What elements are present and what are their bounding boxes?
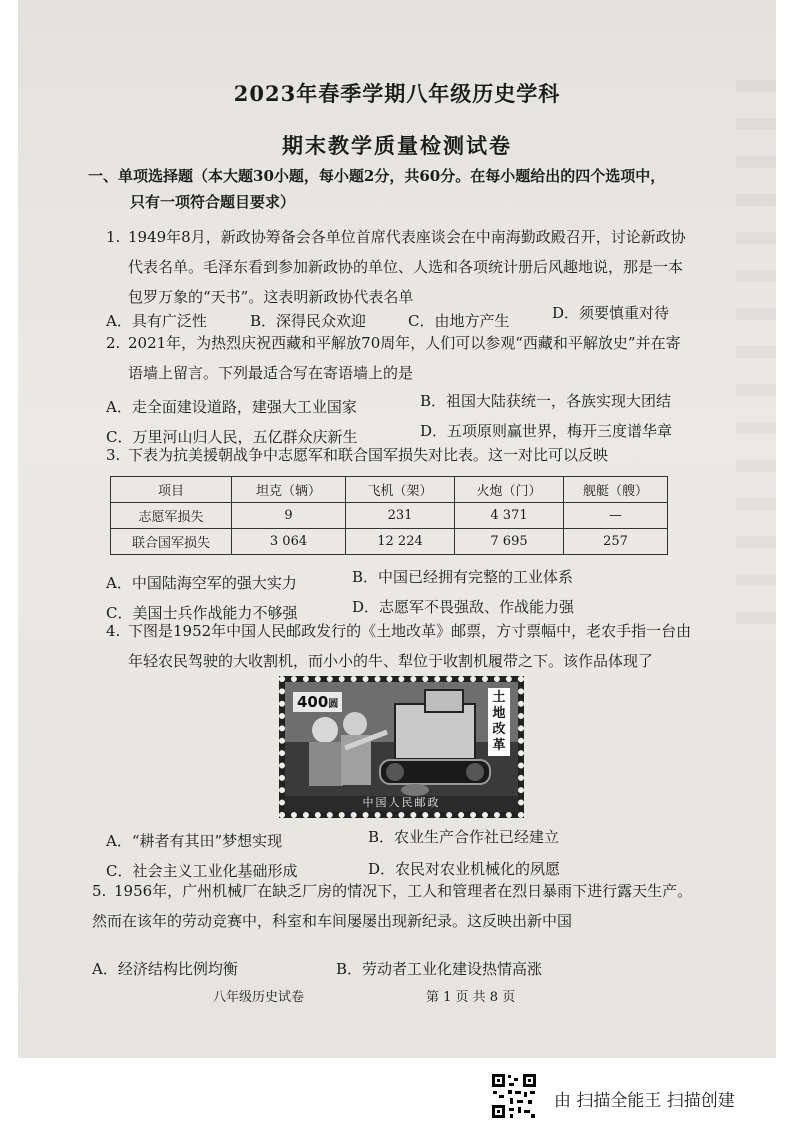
question-5 [92,876,762,936]
q4-option-d: D．农民对农业机械化的夙愿 [368,860,561,878]
loss-comparison-table [110,476,668,555]
q3-option-c: C．美国士兵作战能力不够强 [106,604,298,622]
table-header-row [111,477,668,503]
exam-title: 2023年春季学期八年级历史学科 [233,81,561,106]
table-cell: 7 695 [455,529,564,555]
question-3 [106,440,726,470]
question-line: 下图是1952年中国人民邮政发行的《土地改革》邮票，方寸票幅中，老农手指一台由 [128,622,692,640]
exam-subtitle: 期末教学质量检测试卷 [282,133,512,158]
table-cell: 12 224 [346,529,455,555]
q4-option-b: B．农业生产合作社已经建立 [368,828,560,846]
table-header-cell: 火炮（门） [455,477,564,503]
scanner-watermark [490,1072,790,1122]
q4-option-c: C．社会主义工业化基础形成 [106,862,298,880]
question-line: 语墙上留言。下列最适合写在寄语墙上的是 [128,364,414,382]
table-header-cell: 项目 [111,477,232,503]
question-line: 2021年，为热烈庆祝西藏和平解放70周年，人们可以参观“西藏和平解放史”并在寄 [128,334,681,352]
q5-option-a: A．经济结构比例均衡 [92,960,238,978]
question-number: 3. [106,446,121,464]
q1-option-d: D．须要慎重对待 [552,304,670,322]
question-line: 代表名单。毛泽东看到参加新政协的单位、人选和各项统计册后风趣地说，那是一本 [128,258,684,276]
q2-option-b: B．祖国大陆获统一，各族实现大团结 [420,392,672,410]
question-number: 5. [92,882,107,900]
q1-option-c: C．由地方产生 [408,312,510,330]
table-cell: 联合国军损失 [111,529,232,555]
stamp-title-char: 革 [492,738,506,753]
question-number: 4. [106,622,121,640]
q2-option-c: C．万里河山归人民，五亿群众庆新生 [106,428,358,446]
q3-option-a: A．中国陆海空军的强大实力 [106,574,297,592]
table-header-cell: 坦克（辆） [232,477,346,503]
table-cell: 231 [346,503,455,529]
question-line: 年轻农民驾驶的大收割机，而小小的牛、犁位于收割机履带之下。该作品体现了 [128,652,654,670]
scanner-label: 由 扫描全能王 扫描创建 [554,1091,735,1111]
table-cell: 志愿军损失 [111,503,232,529]
stamp-bottom-text: 中国人民邮政 [362,796,441,809]
question-line: 然而在该年的劳动竞赛中，科室和车间屡屡出现新纪录。这反映出新中国 [92,912,573,930]
question-4 [106,616,726,676]
question-line: 包罗万象的“天书”。这表明新政协代表名单 [128,288,414,306]
table-header-cell: 飞机（架） [346,477,455,503]
question-number: 1. [106,228,121,246]
stamp-title-char: 地 [492,706,506,721]
section-heading [88,163,728,215]
exam-paper [18,0,776,1058]
q1-option-b: B．深得民众欢迎 [250,312,367,330]
table-cell: — [564,503,668,529]
section-desc-2: 只有一项符合题目要求） [130,193,296,211]
q1-option-a: A．具有广泛性 [106,312,207,330]
table-cell: 3 064 [232,529,346,555]
question-line: 1949年8月，新政协筹备会各单位首席代表座谈会在中南海勤政殿召开，讨论新政协 [128,228,686,246]
stamp-title-char: 改 [492,722,506,737]
q5-option-b: B．劳动者工业化建设热情高涨 [336,960,543,978]
table-row [111,503,668,529]
stamp-unit: 圆 [328,699,339,710]
question-line: 下表为抗美援朝战争中志愿军和联合国军损失对比表。这一对比可以反映 [128,446,609,464]
question-line: 1956年，广州机械厂在缺乏厂房的情况下，工人和管理者在烈日暴雨下进行露天生产。 [114,882,693,900]
table-cell: 4 371 [455,503,564,529]
stamp-title-char: 土 [492,690,506,705]
question-1 [106,222,726,312]
stamp-title [488,688,510,756]
table-cell: 9 [232,503,346,529]
stamp-denomination [293,692,342,712]
section-label: 一、单项选择题 [88,167,194,185]
table-row [111,529,668,555]
stamp-value: 400 [297,693,329,711]
table-header-cell: 舰艇（艘） [564,477,668,503]
q3-option-b: B．中国已经拥有完整的工业体系 [352,568,574,586]
question-number: 2. [106,334,121,352]
q4-option-a: A．“耕者有其田”梦想实现 [106,832,283,850]
question-2 [106,328,726,388]
bleed-through-shadow [736,80,776,640]
footer-subject: 八年级历史试卷 [213,990,305,1005]
section-desc-1: （本大题30小题，每小题2分，共60分。在每小题给出的四个选项中， [193,167,666,185]
land-reform-stamp-image [279,676,524,818]
q2-option-a: A．走全面建设道路，建强大工业国家 [106,398,357,416]
footer-page-number: 第 1 页 共 8 页 [426,990,516,1005]
q2-option-d: D．五项原则赢世界，梅开三度谱华章 [420,422,673,440]
table-cell: 257 [564,529,668,555]
qr-code-icon [490,1072,538,1120]
q3-option-d: D．志愿军不畏强敌、作战能力强 [352,598,575,616]
